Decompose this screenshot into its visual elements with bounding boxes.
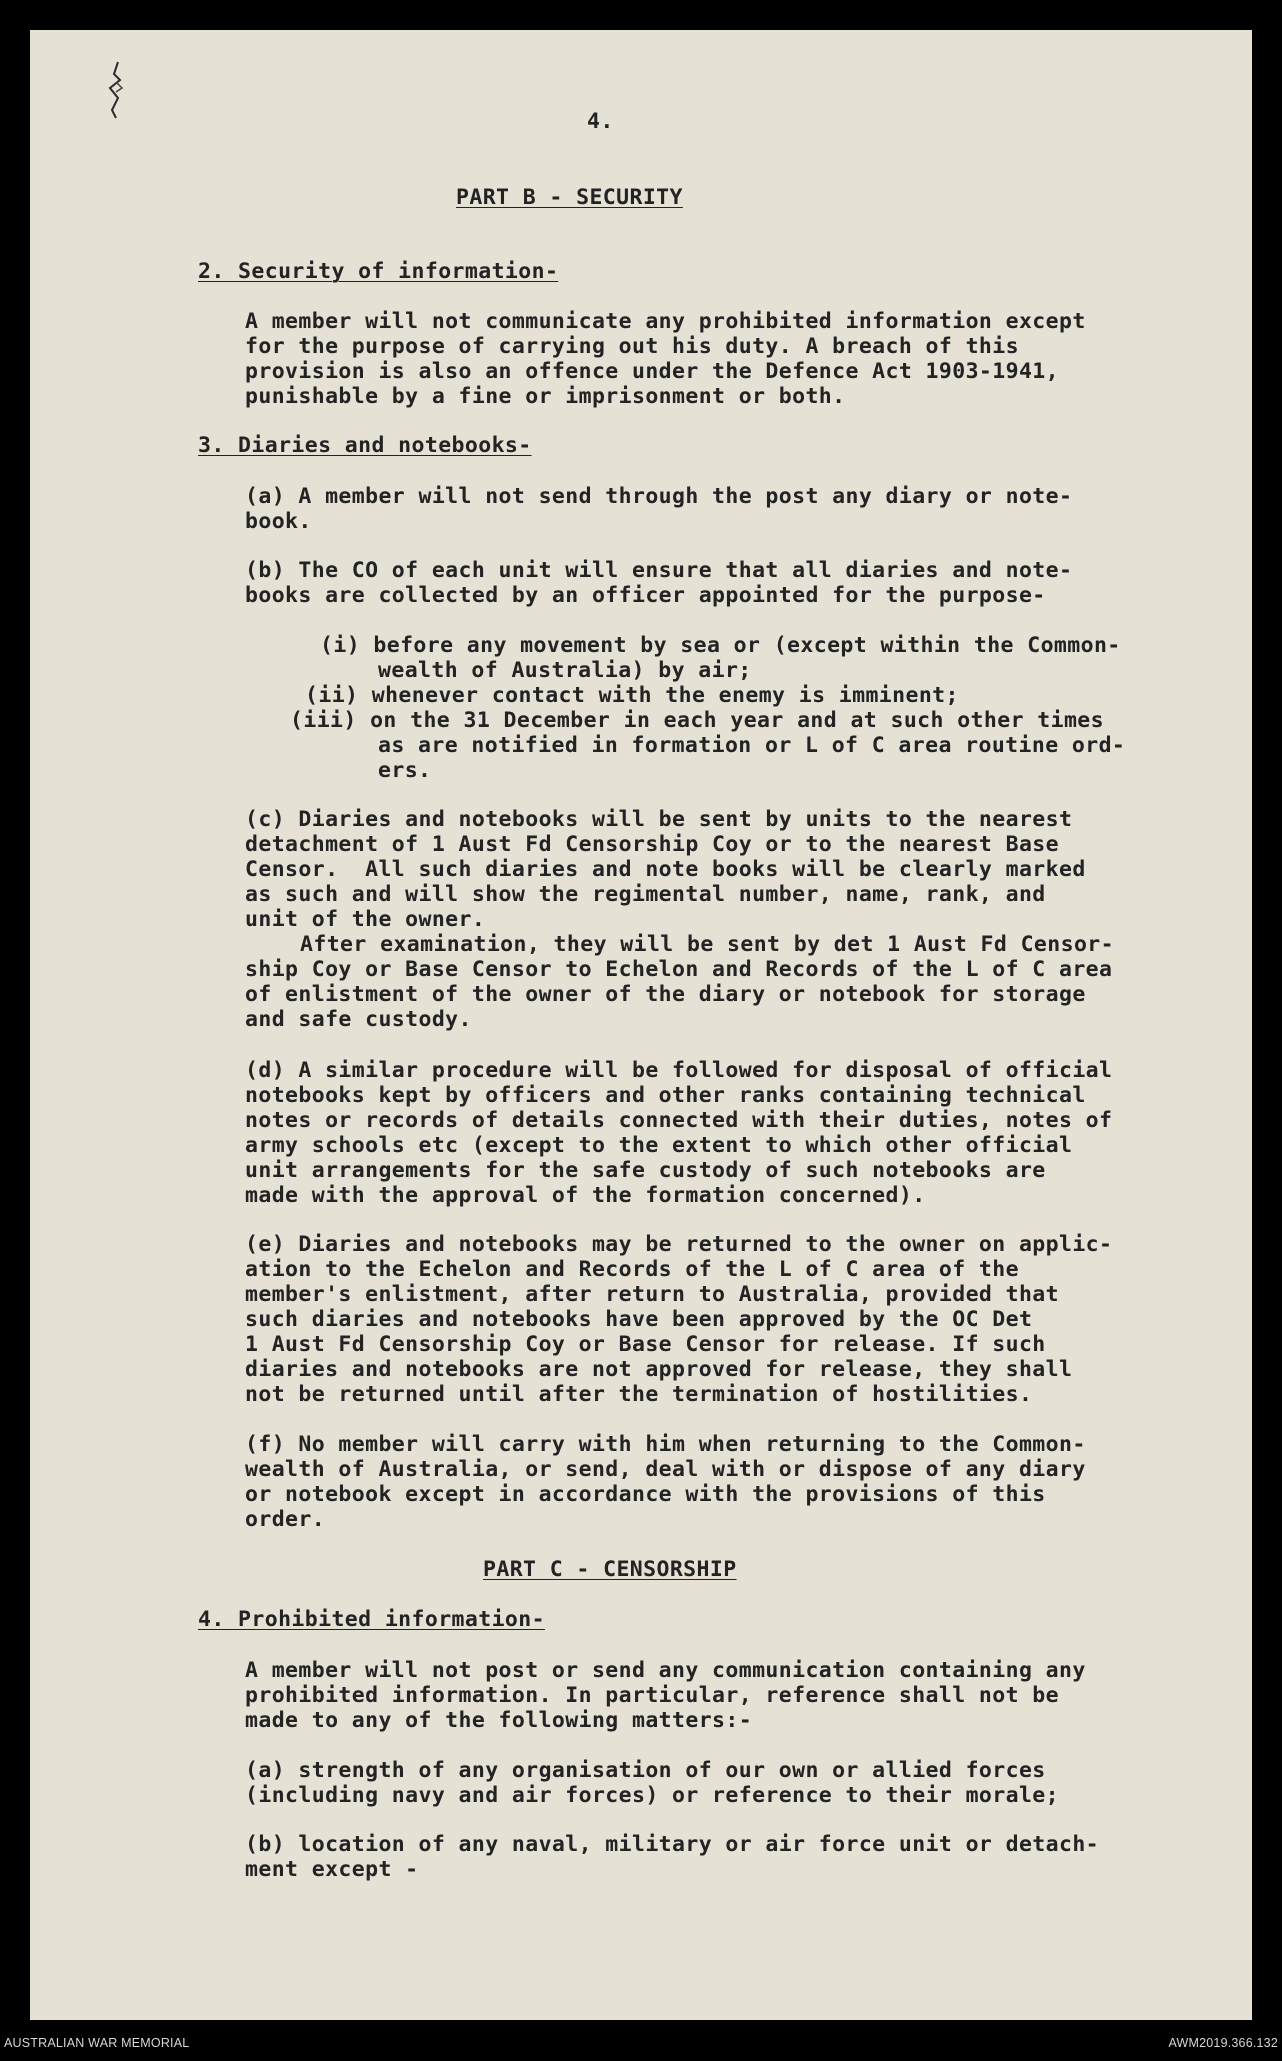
section-3b-item-iii: (iii) on the 31 December in each year and at such other times — [290, 708, 1104, 733]
section-3e-line: not be returned until after the termination of hostilities. — [245, 1382, 1033, 1407]
section-3b-item-i-cont: wealth of Australia) by air; — [378, 658, 752, 683]
section-3c-line: of enlistment of the owner of the diary or notebook for storage — [245, 982, 1086, 1007]
section-2-line: for the purpose of carrying out his duty. A breach of this — [245, 334, 1019, 359]
section-3a-line: book. — [245, 509, 312, 534]
part-c-heading: PART C - CENSORSHIP — [483, 1557, 737, 1582]
section-3c-line: unit of the owner. — [245, 907, 486, 932]
section-3f-line: wealth of Australia, or send, deal with or dispose of any diary — [245, 1457, 1086, 1482]
section-3e-line: member's enlistment, after return to Australia, provided that — [245, 1282, 1059, 1307]
section-3c-line: After examination, they will be sent by det 1 Aust Fd Censor- — [300, 932, 1114, 957]
section-3-title: 3. Diaries and notebooks- — [198, 433, 532, 458]
section-3e-line: such diaries and notebooks have been approved by the OC Det — [245, 1307, 1033, 1332]
section-3f-line: (f) No member will carry with him when returning to the Common- — [245, 1432, 1086, 1457]
section-3b-item-iii-cont: as are notified in formation or L of C area routine ord- — [378, 733, 1126, 758]
section-3e-line: 1 Aust Fd Censorship Coy or Base Censor for release. If such — [245, 1332, 1046, 1357]
footer-left: AUSTRALIAN WAR MEMORIAL — [4, 2036, 190, 2050]
section-3b-item-iii-cont: ers. — [378, 758, 432, 783]
section-4-line: made to any of the following matters:- — [245, 1708, 753, 1733]
section-3d-line: notes or records of details connected with their duties, notes of — [245, 1108, 1113, 1133]
section-4-title: 4. Prohibited information- — [198, 1607, 545, 1632]
section-3b-item-i: (i) before any movement by sea or (except within the Common- — [320, 633, 1121, 658]
section-4a-line: (a) strength of any organisation of our own or allied forces — [245, 1758, 1046, 1783]
section-3f-line: order. — [245, 1507, 326, 1532]
section-3f-line: or notebook except in accordance with the provisions of this — [245, 1482, 1046, 1507]
section-4b-line: (b) location of any naval, military or air force unit or detach- — [245, 1832, 1100, 1857]
section-3e-line: diaries and notebooks are not approved for release, they shall — [245, 1357, 1073, 1382]
section-2-line: provision is also an offence under the Defence Act 1903-1941, — [245, 359, 1059, 384]
section-2-line: A member will not communicate any prohibited information except — [245, 309, 1086, 334]
section-3c-line: (c) Diaries and notebooks will be sent by units to the nearest — [245, 807, 1073, 832]
section-3c-line: Censor. All such diaries and note books will be clearly marked — [245, 857, 1086, 882]
section-3c-line: and safe custody. — [245, 1007, 472, 1032]
section-3d-line: made with the approval of the formation concerned). — [245, 1183, 926, 1208]
page-number: 4. — [587, 109, 614, 134]
section-3a-line: (a) A member will not send through the post any diary or note- — [245, 484, 1073, 509]
section-3e-line: ation to the Echelon and Records of the L of C area of the — [245, 1257, 1019, 1282]
section-3d-line: unit arrangements for the safe custody of such notebooks are — [245, 1158, 1046, 1183]
section-4-line: A member will not post or send any communication containing any — [245, 1658, 1086, 1683]
section-3c-line: detachment of 1 Aust Fd Censorship Coy or to the nearest Base — [245, 832, 1059, 857]
section-3c-line: as such and will show the regimental number, name, rank, and — [245, 882, 1046, 907]
section-3d-line: notebooks kept by officers and other ranks containing technical — [245, 1083, 1086, 1108]
section-3d-line: (d) A similar procedure will be followed for disposal of official — [245, 1058, 1113, 1083]
part-b-heading: PART B - SECURITY — [456, 185, 683, 210]
section-4-line: prohibited information. In particular, reference shall not be — [245, 1683, 1059, 1708]
staple-hole-mark — [96, 58, 136, 122]
section-3d-line: army schools etc (except to the extent to which other official — [245, 1133, 1073, 1158]
section-3b-line: (b) The CO of each unit will ensure that all diaries and note- — [245, 558, 1073, 583]
footer-right: AWM2019.366.132 — [1168, 2036, 1278, 2050]
section-4a-line: (including navy and air forces) or reference to their morale; — [245, 1783, 1059, 1808]
section-3b-item-ii: (ii) whenever contact with the enemy is imminent; — [305, 683, 959, 708]
section-4b-line: ment except - — [245, 1857, 419, 1882]
section-3b-line: books are collected by an officer appointed for the purpose- — [245, 583, 1046, 608]
section-3c-line: ship Coy or Base Censor to Echelon and Records of the L of C area — [245, 957, 1113, 982]
section-2-title: 2. Security of information- — [198, 259, 559, 284]
section-2-line: punishable by a fine or imprisonment or both. — [245, 384, 846, 409]
section-3e-line: (e) Diaries and notebooks may be returned to the owner on applic- — [245, 1232, 1113, 1257]
